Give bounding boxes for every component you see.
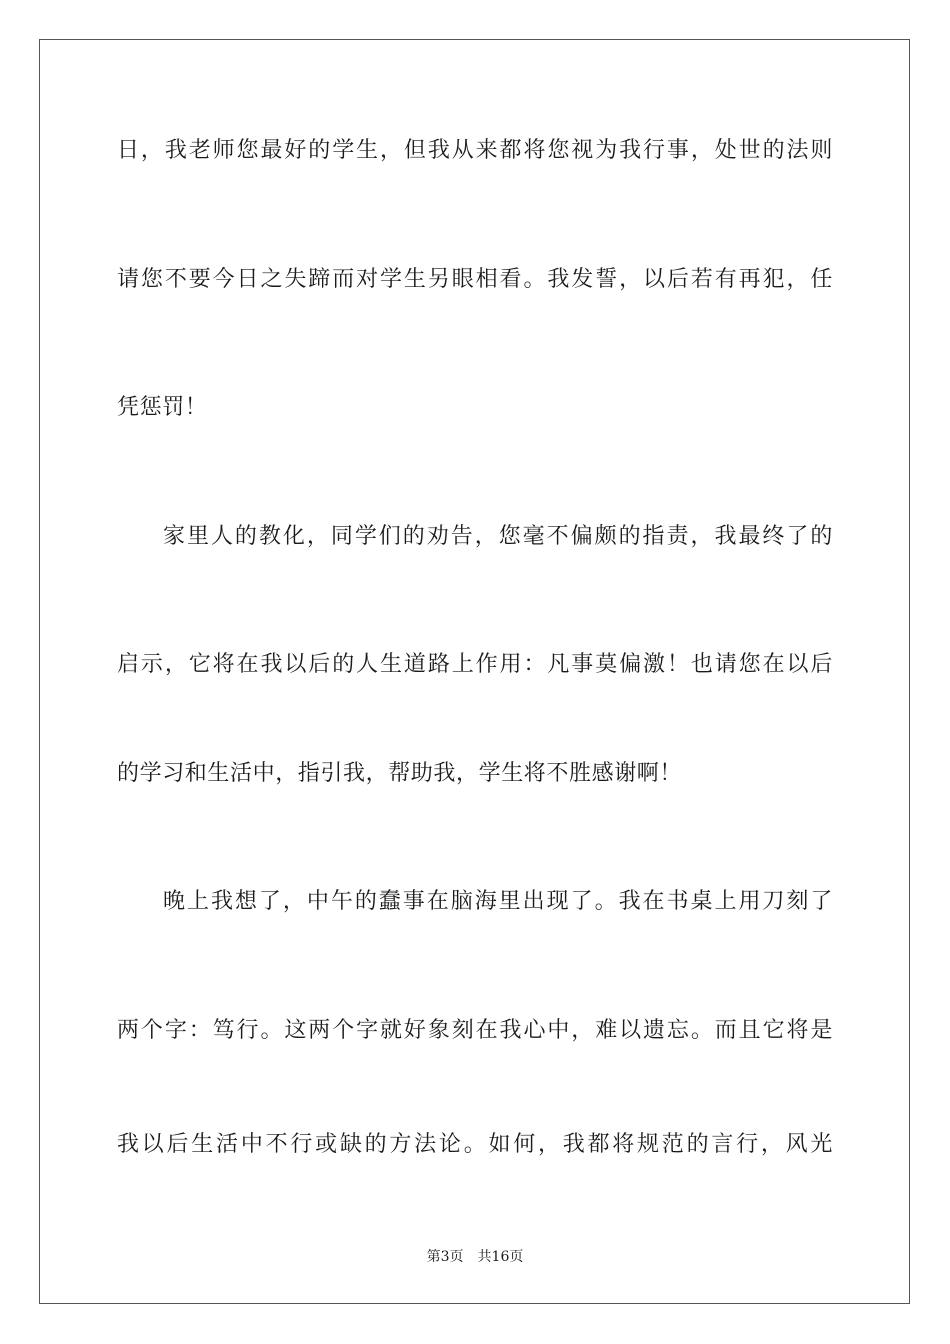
text-line: 请您不要今日之失蹄而对学生另眼相看。我发誓，以后若有再犯，任 <box>117 267 833 292</box>
text-line: 两个字：笃行。这两个字就好象刻在我心中，难以遗忘。而且它将是 <box>117 1018 833 1043</box>
paragraph-start-line: 晚上我想了，中午的蠢事在脑海里出现了。我在书桌上用刀刻了 <box>163 889 833 914</box>
text-line: 日，我老师您最好的学生，但我从来都将您视为我行事，处世的法则 <box>117 138 833 163</box>
page-number-footer: 第3页 共16页 <box>426 1249 524 1265</box>
text-line: 凭惩罚！ <box>117 395 208 420</box>
text-line: 的学习和生活中，指引我，帮助我，学生将不胜感谢啊！ <box>117 761 683 786</box>
text-line: 我以后生活中不行或缺的方法论。如何，我都将规范的言行，风光 <box>117 1132 833 1157</box>
paragraph-start-line: 家里人的教化，同学们的劝告，您毫不偏颇的指责，我最终了的 <box>163 524 833 549</box>
text-line: 启示，它将在我以后的人生道路上作用：凡事莫偏激！也请您在以后 <box>117 652 833 677</box>
